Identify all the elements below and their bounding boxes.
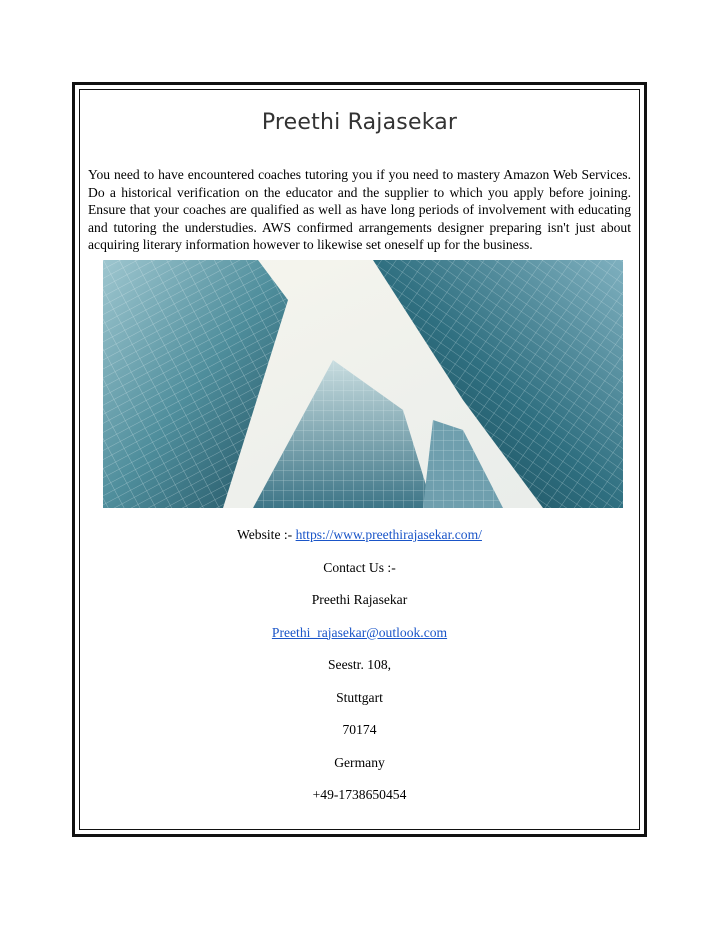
phone-number: +49-1738650454 xyxy=(312,787,407,802)
contact-block xyxy=(80,526,639,819)
city: Stuttgart xyxy=(336,689,383,705)
contact-heading: Contact Us :- xyxy=(323,559,396,575)
website-label: Website :- xyxy=(237,527,296,542)
street-address: Seestr. 108, xyxy=(327,657,392,672)
postal-code: 70174 xyxy=(342,722,377,737)
buildings-photo xyxy=(103,260,623,508)
document-frame xyxy=(72,82,647,837)
email-link[interactable]: Preethi_rajasekar@outlook.com xyxy=(271,624,448,640)
website-link[interactable]: https://www.preethirajasekar.com/ xyxy=(295,527,482,542)
website-line xyxy=(80,526,639,559)
document-frame-inner xyxy=(79,89,640,830)
contact-name: Preethi Rajasekar xyxy=(311,592,408,607)
page-title: Preethi Rajasekar xyxy=(261,110,458,135)
intro-paragraph: You need to have encountered coaches tutoring you if you need to mastery Amazon Web Services. Do a historical verification on the educator and the supplier to which you apply before joining. Ensure that your coaches are qualified as well as have long periods of involvement with educating and tutoring the understudies. AWS confirmed arrangements designer preparing isn't just about acquiring literary information however to likewise set oneself up for the business. xyxy=(88,167,631,253)
country: Germany xyxy=(334,754,385,770)
